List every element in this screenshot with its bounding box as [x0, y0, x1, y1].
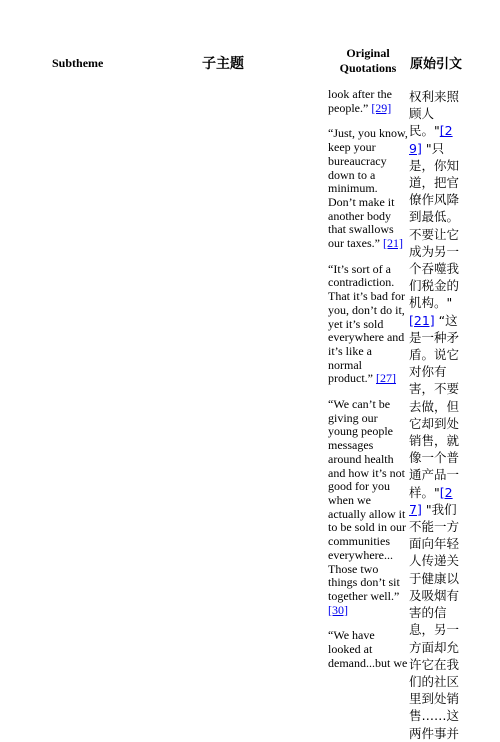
citation-link[interactable]: [30]: [328, 602, 348, 617]
header-subtheme-zh: 子主题: [202, 56, 244, 72]
header-original-zh: 原始引文: [410, 57, 463, 72]
quote-en: “We have looked at demand...but we: [328, 628, 408, 670]
citation-link[interactable]: [21]: [409, 312, 435, 328]
citation-link[interactable]: [27]: [409, 484, 453, 517]
quote-en: “It’s sort of a contradiction. That it’s bad for you, don’t do it, yet it’s sold everywhere and it’s like a normal product.” [27]: [328, 261, 405, 386]
citation-link[interactable]: [29]: [371, 100, 392, 115]
citation-link[interactable]: [27]: [375, 371, 396, 386]
quote-en: “Just, you know, keep your bureaucracy down to a minimum. Don’t make it another body that swallows our taxes.” [21]: [328, 126, 408, 251]
citation-link[interactable]: [29]: [409, 123, 453, 156]
header-original-quotations: Original Quotations: [339, 46, 397, 75]
quote-zh: “这是一种矛盾。说它对你有害，不要去做，但它却到处销售，就像一个普通产品一样。": [409, 312, 460, 500]
quotations-chinese-column: [409, 88, 461, 742]
quote-en: look after the people.” [29]: [328, 87, 392, 115]
quote-en: “We can’t be giving our young people messages around health and how it’s not good for you when we actually allow it to be sold in our communities everywhere... Those two things don’t sit together well.” [30]: [328, 397, 406, 617]
quotations-english-column: [328, 88, 408, 682]
citation-link[interactable]: [21]: [382, 236, 403, 251]
quote-zh: 权利来照顾人民。": [409, 89, 460, 139]
quote-zh: "我们不能一方面向年轻人传递关于健康以及吸烟有害的信息，另一方面却允许它在我们的社区里到处销售……这两件事并: [409, 501, 460, 741]
quote-zh: "只是，你知道，把官僚作风降到最低。不要让它成为另一个吞噬我们税金的机构。": [409, 140, 460, 311]
header-subtheme: Subtheme: [52, 56, 104, 70]
